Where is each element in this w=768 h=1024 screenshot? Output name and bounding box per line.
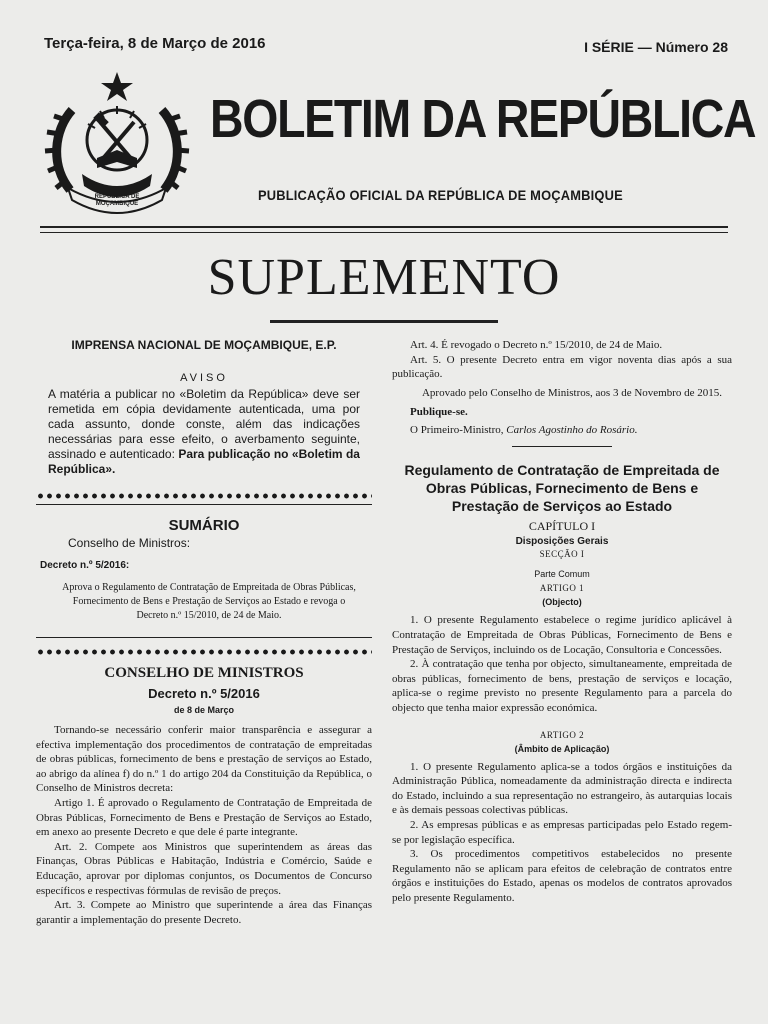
- publication-subtitle: PUBLICAÇÃO OFICIAL DA REPÚBLICA DE MOÇAMBIQUE: [258, 187, 623, 203]
- header-rule-thin: [40, 232, 728, 233]
- divider-rule: [36, 504, 372, 505]
- paragraph: 1. O presente Regulamento aplica-se a todos órgãos e instituições da Administração Pública, nomeadamente da administração directa e indirecta do Estado, incluindo a sua representação no estrangeiro, às autarquias locais e às demais pessoas colectivas públicas.: [392, 760, 732, 817]
- paragraph: 2. As empresas públicas e as empresas participadas pelo Estado regem-se por legislação específica.: [392, 818, 732, 846]
- pm-name: Carlos Agostinho do Rosário.: [506, 424, 638, 437]
- supplement-heading: SUPLEMENTO: [207, 249, 561, 306]
- header-rule-thick: [40, 226, 728, 228]
- decreto-date: de 8 de Março: [173, 705, 235, 715]
- artigo-1-subtitle: (Objecto): [542, 597, 582, 608]
- regulamento-title: Regulamento de Contratação de Empreitada de Obras Públicas, Fornecimento de Bens e Prestação de Serviços ao Estado: [404, 462, 720, 515]
- decreto-continuation: [392, 338, 732, 382]
- conselho-heading: CONSELHO DE MINISTROS: [104, 665, 304, 681]
- aviso-text: [48, 387, 360, 477]
- aviso-body: A matéria a publicar no «Boletim da República» deve ser remetida em cópia devidamente autenticada, uma por cada assunto, donde conste, além das indicações necessárias para esse efeito, o averbamento seguinte, assinado e autenticado:: [48, 387, 360, 461]
- paragraph: 2. À contratação que tenha por objecto, simultaneamente, empreitada de obras públicas, fornecimento de bens, prestação de serviços e locação, aplica-se o regime previsto no presente Regulamento para a parcela do objecto que tenha maior expressão económica.: [392, 658, 732, 714]
- approval-line: Aprovado pelo Conselho de Ministros, aos 3 de Novembro de 2015.: [421, 386, 722, 399]
- decreto-body: [36, 723, 372, 927]
- paragraph: Art. 3. Compete ao Ministro que superintende a área das Finanças garantir a implementação do presente Decreto.: [36, 899, 372, 926]
- right-column: [392, 338, 732, 905]
- artigo-1-heading: ARTIGO 1: [539, 583, 585, 594]
- parte-heading: Parte Comum: [534, 569, 590, 580]
- paragraph: Tornando-se necessário conferir maior transparência e assegurar a efectiva implementação dos procedimentos de contratação de empreitadas de obras públicas, fornecimento de bens e prestação de serviços ao Estado, ao abrigo da alínea f) do n.º 1 do artigo 204 da Constituição da República, o Conselho de Ministros decreta:: [36, 724, 372, 795]
- disposicoes-heading: Disposições Gerais: [515, 536, 609, 548]
- aviso-bold: Para publicação no «Boletim da República».: [48, 447, 360, 476]
- sumario-decreto: Decreto n.º 5/2016:: [40, 560, 130, 571]
- coat-of-arms-icon: [42, 70, 192, 218]
- prime-minister-line: [410, 424, 732, 436]
- paragraph: Art. 5. O presente Decreto entra em vigor noventa dias após a sua publicação.: [392, 353, 732, 381]
- sumario-heading: SUMÁRIO: [168, 517, 240, 534]
- pm-label: O Primeiro-Ministro,: [410, 424, 507, 437]
- decreto-heading: Decreto n.º 5/2016: [148, 686, 260, 701]
- paragraph: 1. O presente Regulamento estabelece o regime jurídico aplicável à Contratação de Empreitada de Obras Públicas, Fornecimento de Bens e Prestação de Serviços, incluindo os de Locação, Consultoria e Concessões.: [392, 614, 732, 656]
- svg-text:MOÇAMBIQUE: MOÇAMBIQUE: [95, 201, 139, 207]
- artigo-2-heading: ARTIGO 2: [539, 729, 585, 740]
- sumario-description: Aprova o Regulamento de Contratação de Empreitada de Obras Públicas, Fornecimento de Bens e Prestação de Serviços ao Estado e revoga o Decreto n.º 15/2010, de 24 de Maio.: [62, 582, 356, 621]
- sumario-conselho: Conselho de Ministros:: [68, 536, 191, 550]
- capitulo-heading: CAPÍTULO I: [528, 519, 596, 534]
- paragraph: Artigo 1. É aprovado o Regulamento de Contratação de Empreitada de Obras Públicas, Fornecimento de Bens e Prestação de Serviços ao Estado, em anexo ao presente Decreto e que dele é parte integrante.: [36, 796, 372, 839]
- paragraph: Art. 4. É revogado o Decreto n.º 15/2010, de 24 de Maio.: [410, 339, 663, 351]
- artigo-2-body: [392, 760, 732, 906]
- paragraph: Art. 2. Compete aos Ministros que superintendem as áreas das Finanças, Obras Públicas e Habitação, Indústria e Comércio, Saúde e Educação, aprovar por diplomas conjuntos, os Documentos de Concurso específicos e respectivas fórmulas de revisão de preços.: [36, 840, 372, 897]
- publique-line: [410, 406, 732, 418]
- dotted-divider: [36, 493, 372, 499]
- publication-title: BOLETIM DA REPÚBLICA: [210, 89, 756, 149]
- dotted-divider: [36, 649, 372, 655]
- publique-text: Publique-se.: [410, 406, 468, 419]
- left-column: [36, 338, 372, 927]
- artigo-2-subtitle: (Âmbito de Aplicação): [514, 743, 610, 754]
- spacer: [392, 716, 732, 730]
- divider-rule: [36, 637, 372, 638]
- seccao-heading: SECÇÃO I: [539, 549, 585, 560]
- svg-text:REPÚBLICA DE: REPÚBLICA DE: [94, 194, 140, 200]
- artigo-1-body: [392, 613, 732, 715]
- aviso-heading: AVISO: [180, 372, 228, 384]
- issue-series-number: I SÉRIE — Número 28: [584, 39, 728, 55]
- issue-date: Terça-feira, 8 de Março de 2016: [44, 35, 266, 52]
- supplement-underline: [270, 320, 498, 323]
- paragraph: 3. Os procedimentos competitivos estabelecidos no presente Regulamento não se aplicam para efeitos de celebração de contratos entre órgãos e instituições do Estado, apenas os modelos de contratos aprovados pelo presente Regulamento.: [392, 848, 732, 904]
- imprensa-heading: IMPRENSA NACIONAL DE MOÇAMBIQUE, E.P.: [71, 338, 337, 352]
- short-divider: [512, 446, 612, 447]
